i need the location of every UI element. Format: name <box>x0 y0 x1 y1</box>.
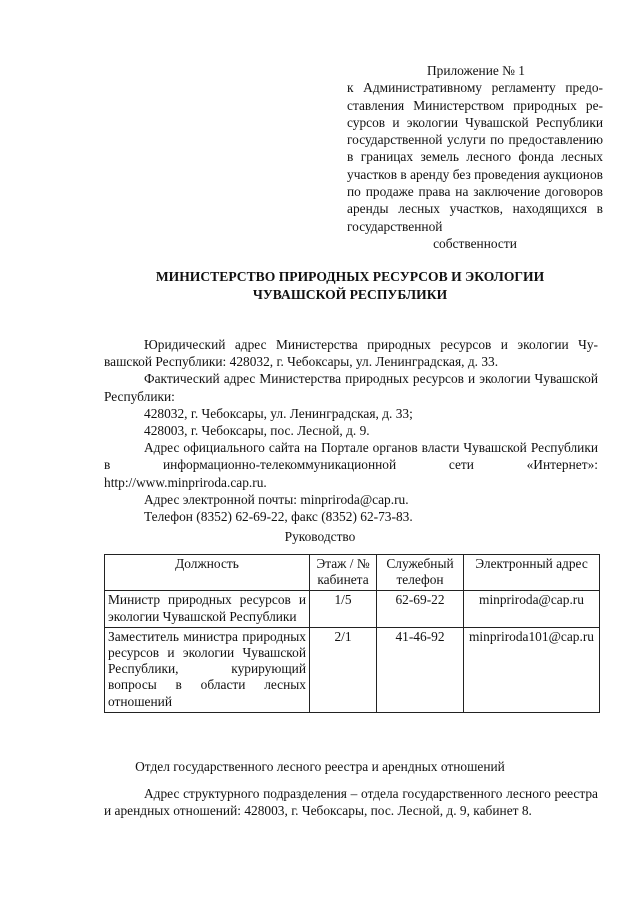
row-phone: 41-46-92 <box>377 627 464 712</box>
row-floor: 1/5 <box>310 591 377 627</box>
leadership-title: Руководство <box>284 529 356 544</box>
row-phone: 62-69-22 <box>377 591 464 627</box>
contacts-block <box>104 336 598 525</box>
ministry-heading-line-2: ЧУВАШСКОЙ РЕСПУБЛИКИ <box>252 287 448 302</box>
ministry-heading <box>90 268 610 304</box>
appendix-last-line: собственности <box>433 235 517 251</box>
ministry-heading-line-1: МИНИСТЕРСТВО ПРИРОДНЫХ РЕСУРСОВ И ЭКОЛОГИИ <box>155 269 545 284</box>
row-position: Заместитель министра природных ресурсов и экологии Чувашской Республики, курирующий вопросы в области лесных отношений <box>105 627 310 712</box>
appendix-title: Приложение № 1 <box>426 63 525 78</box>
row-email: minpriroda@cap.ru <box>464 591 600 627</box>
row-email: minpriroda101@cap.ru <box>464 627 600 712</box>
email-text: Адрес электронной почты: minpriroda@cap.ru. <box>144 491 409 507</box>
row-position: Министр природных ресурсов и экологии Чувашской Республики <box>105 591 310 627</box>
phone-text: Телефон (8352) 62-69-22, факс (8352) 62-73-83. <box>144 509 413 525</box>
appendix-body: к Административному регламенту предоставления Министерством природных ресурсов и экологии Чувашской Республики государственной услуги по предоставлению в границах земель лесного фонда лесных участков в аренду без проведения аукционов по продаже права на заключение договоров аренды лесных участков, находящихся в государственной <box>347 80 603 234</box>
website-text: Адрес официального сайта на Портале органов власти Чувашской Республики в информационно-телекоммуникационной сети «Интернет»: http://www.minpriroda.cap.ru. <box>104 440 598 490</box>
header-email: Электронный адрес <box>464 555 600 591</box>
header-position: Должность <box>105 555 310 591</box>
department-title: Отдел государственного лесного реестра и арендных отношений <box>135 759 505 774</box>
leadership-table <box>104 554 600 713</box>
table-row <box>105 627 600 712</box>
table-header-row <box>105 555 600 591</box>
row-floor: 2/1 <box>310 627 377 712</box>
header-floor: Этаж / № кабинета <box>310 555 377 591</box>
department-address: Адрес структурного подразделения – отдела государственного лесного реестра и арендных отношений: 428003, г. Чебоксары, пос. Лесной, д. 9, кабинет 8. <box>104 786 598 819</box>
actual-address-label: Фактический адрес Министерства природных ресурсов и экологии Чувашской Республики: <box>104 371 598 404</box>
legal-address: Юридический адрес Министерства природных ресурсов и экологии Чувашской Республики: 428032, г. Чебоксары, ул. Ленинградская, д. 33. <box>104 337 598 370</box>
appendix-block <box>347 62 603 252</box>
actual-address-2: 428003, г. Чебоксары, пос. Лесной, д. 9. <box>144 423 370 439</box>
actual-address-1: 428032, г. Чебоксары, ул. Ленинградская, д. 33; <box>144 405 413 421</box>
table-row <box>105 591 600 627</box>
header-phone: Служебный телефон <box>377 555 464 591</box>
